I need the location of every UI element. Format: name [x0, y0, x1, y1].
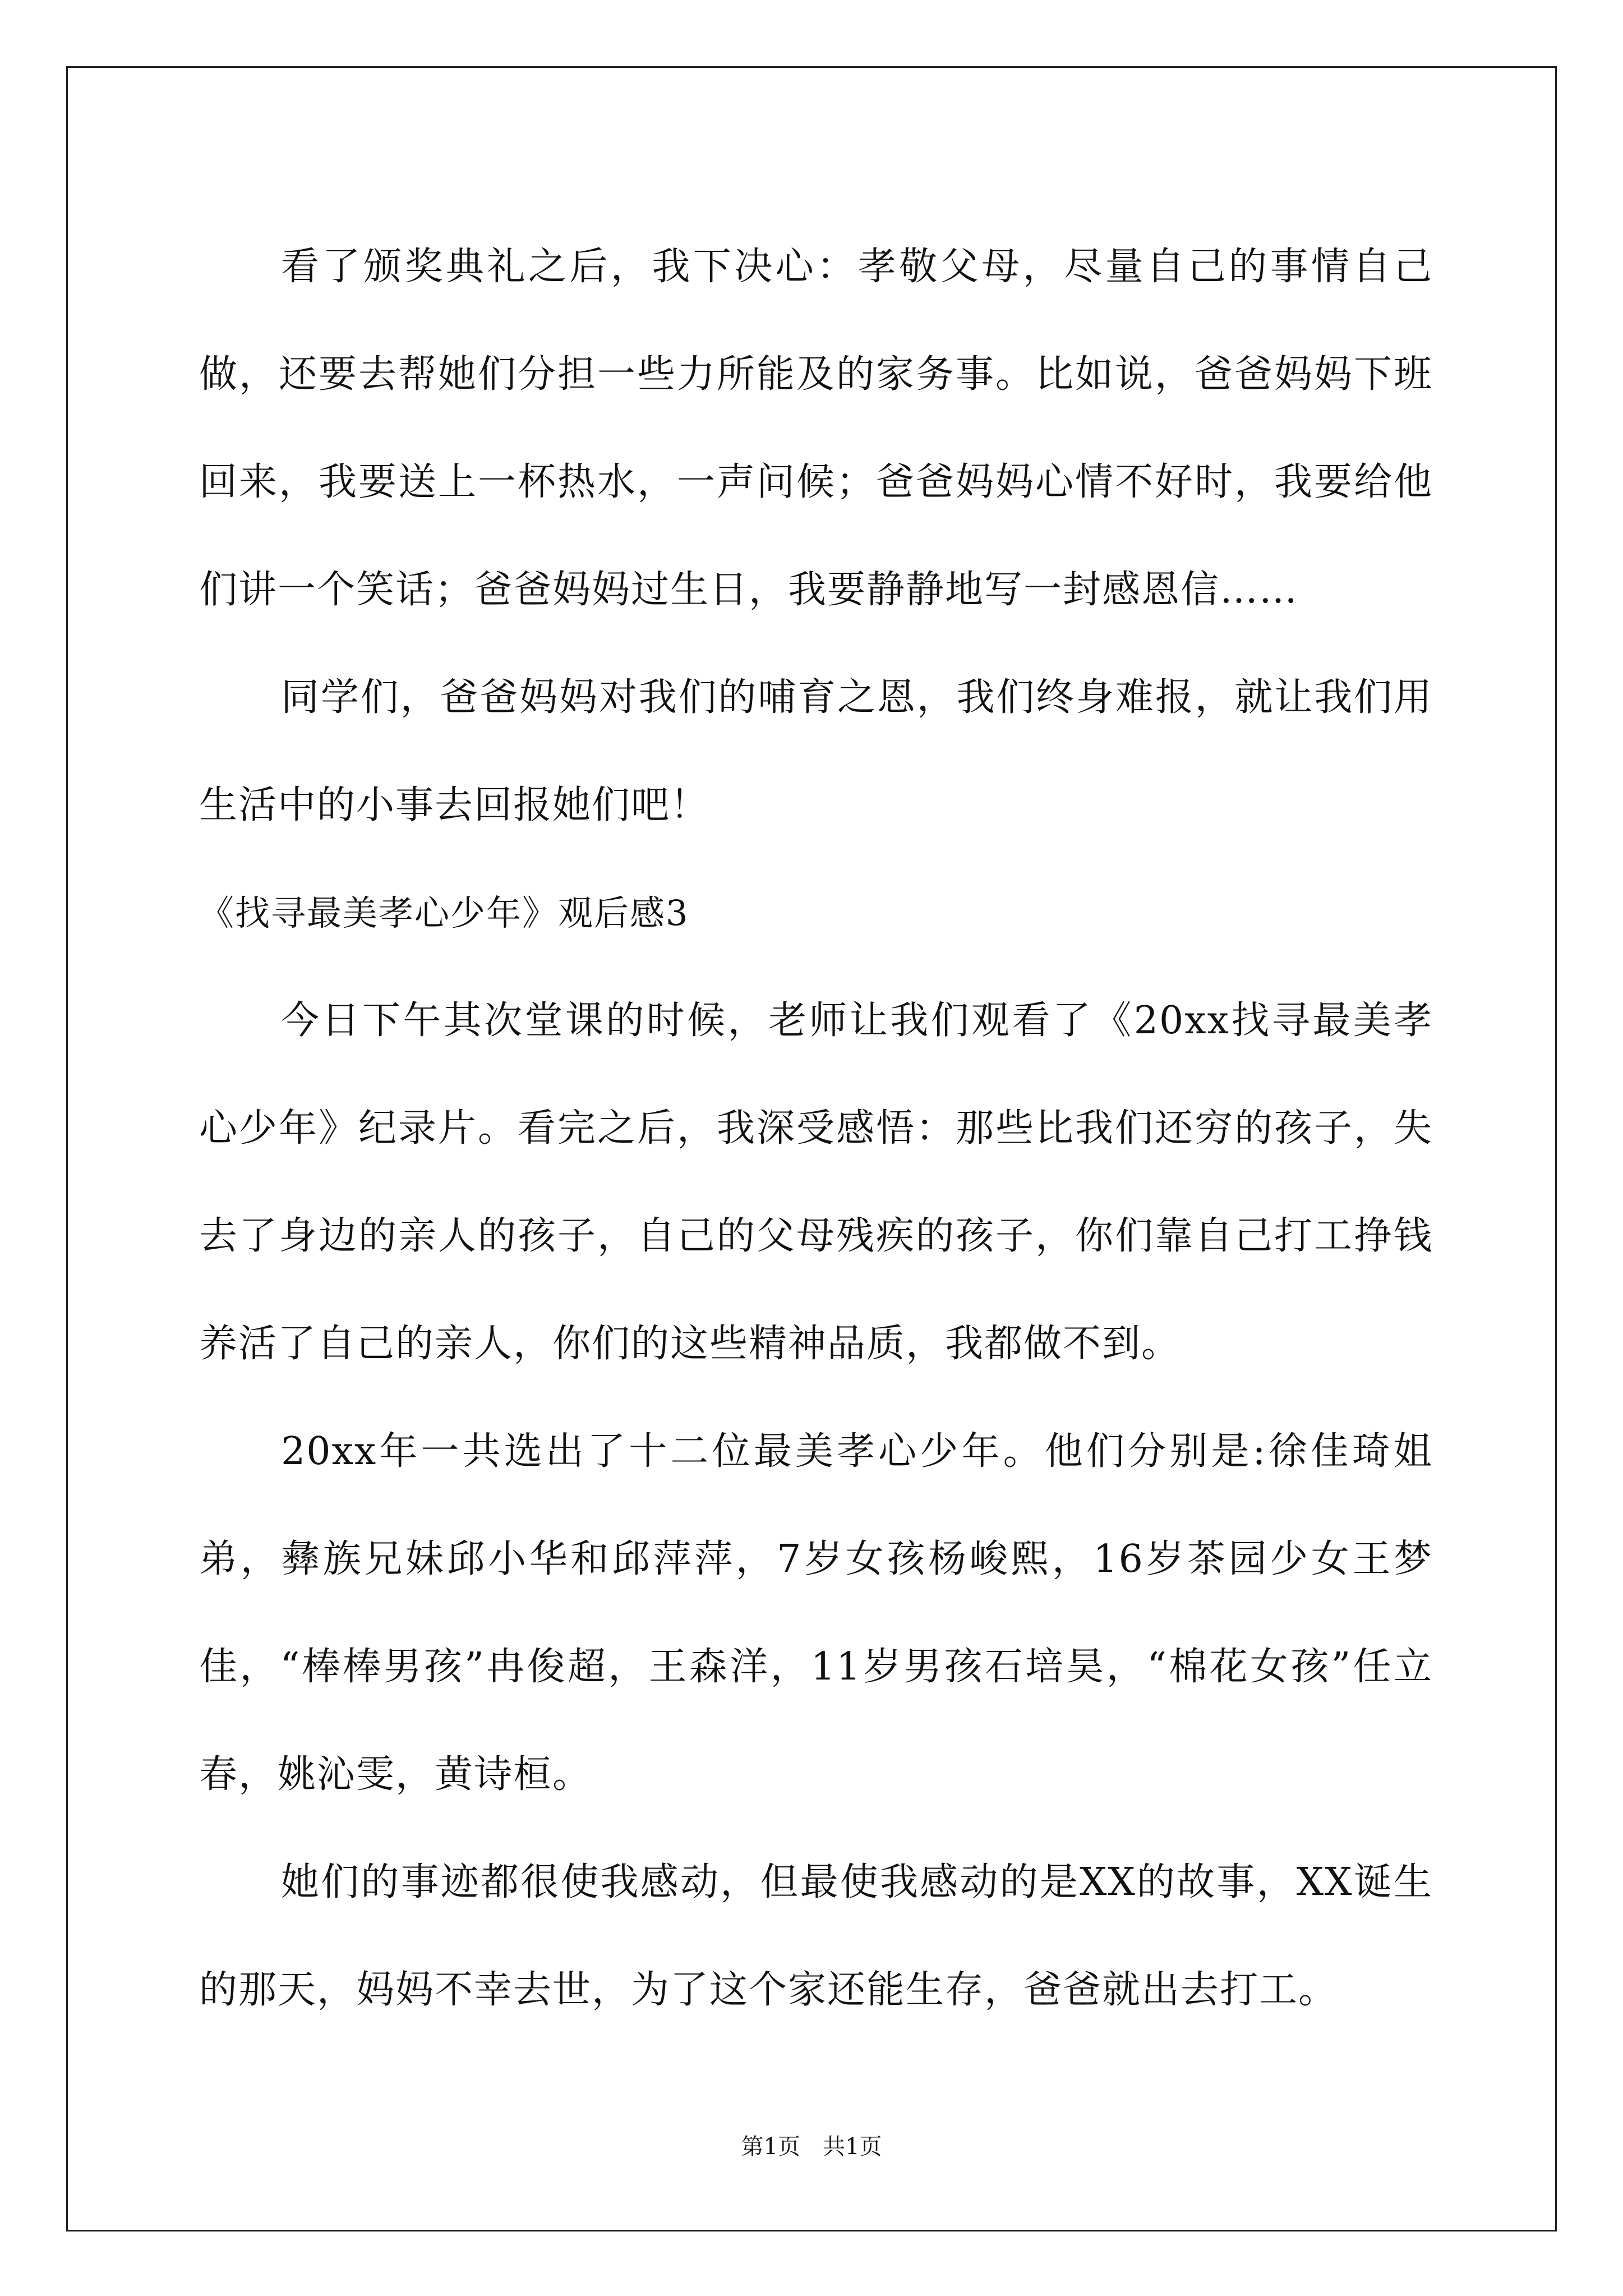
paragraph-4: 20xx年一共选出了十二位最美孝心少年。他们分别是:徐佳琦姐弟，彝族兄妹邱小华和邱萍萍，7岁女孩杨峻熙，16岁茶园少女王梦佳，“棒棒男孩”冉俊超，王森洋，11岁男孩石培昊，“棉花女孩”任立春，姚沁雯，黄诗桓。 — [199, 1429, 1433, 1797]
section-heading: 《找寻最美孝心少年》观后感3 — [199, 892, 689, 933]
paragraph-1: 看了颁奖典礼之后，我下决心：孝敬父母，尽量自己的事情自己做，还要去帮她们分担一些力所能及的家务事。比如说，爸爸妈妈下班回来，我要送上一杯热水，一声问候；爸爸妈妈心情不好时，我要给他们讲一个笑话；爸爸妈妈过生日，我要静静地写一封感恩信…… — [199, 245, 1433, 612]
page-footer: 第1页 共1页 — [741, 2134, 882, 2160]
paragraph-3: 今日下午其次堂课的时候，老师让我们观看了《20xx找寻最美孝心少年》纪录片。看完之后，我深受感悟：那些比我们还穷的孩子，失去了身边的亲人的孩子，自己的父母残疾的孩子，你们靠自己打工挣钱养活了自己的亲人，你们的这些精神品质，我都做不到。 — [199, 999, 1433, 1366]
document-body — [199, 213, 1433, 2044]
paragraph-5: 她们的事迹都很使我感动，但最使我感动的是XX的故事，XX诞生的那天，妈妈不幸去世，为了这个家还能生存，爸爸就出去打工。 — [199, 1860, 1433, 2012]
paragraph-2: 同学们，爸爸妈妈对我们的哺育之恩，我们终身难报，就让我们用生活中的小事去回报她们吧！ — [199, 675, 1433, 827]
